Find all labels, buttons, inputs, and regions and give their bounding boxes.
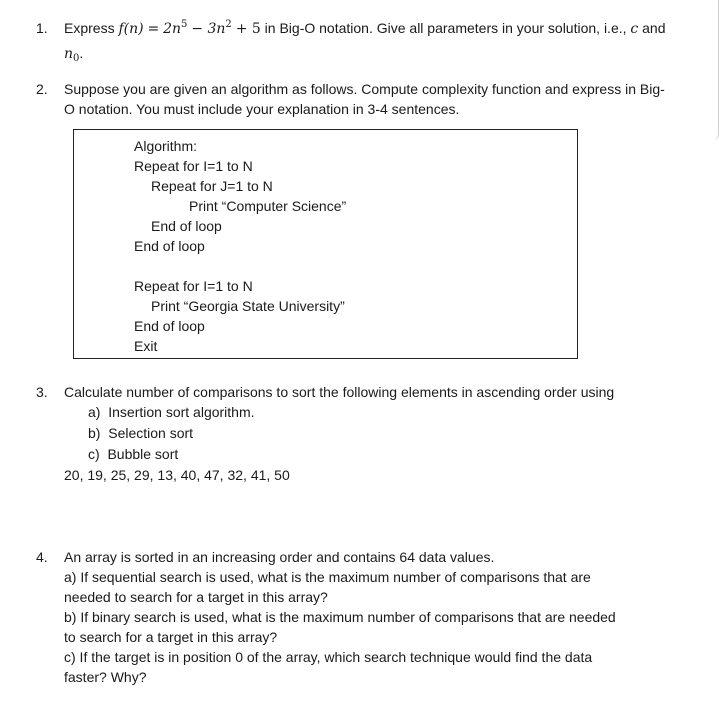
- question-1-body: [64, 18, 694, 64]
- q1-formula-lhs: f(n): [118, 21, 144, 37]
- q1-text-after: in Big-O notation. Give all parameters in your solution, i.e.,: [264, 20, 627, 36]
- algorithm-box: [73, 129, 578, 359]
- question-number: 1.: [36, 20, 48, 36]
- algorithm-line: Exit: [134, 338, 158, 354]
- question-4-b-line-1: b) If binary search is used, what is the maximum number of comparisons that are needed: [64, 609, 616, 625]
- question-number: 2.: [36, 81, 48, 97]
- q1-term3: + 5: [235, 21, 261, 37]
- question-4-a-line-2: needed to search for a target in this array?: [64, 589, 328, 605]
- sort-item-label: a): [88, 404, 101, 420]
- question-2-body: [64, 79, 694, 119]
- question-3-body: [64, 382, 694, 402]
- question-4-a-line-1: a) If sequential search is used, what is the maximum number of comparisons that are: [64, 569, 591, 585]
- sort-item-label: b): [88, 425, 101, 441]
- algorithm-header: Algorithm:: [134, 138, 198, 154]
- sort-item-text: Insertion sort algorithm.: [108, 404, 255, 420]
- q1-param-n0: n: [64, 46, 74, 62]
- page-edge-shadow: [712, 0, 719, 140]
- q1-term2-exp: 2: [225, 19, 232, 30]
- q1-term1: 2n: [163, 21, 182, 37]
- question-1-line-2: [64, 43, 694, 64]
- q1-formula-eq: =: [147, 21, 160, 37]
- algorithm-line: Print “Computer Science”: [189, 198, 347, 214]
- algorithm-line: Repeat for I=1 to N: [134, 158, 253, 174]
- sort-item-text: Bubble sort: [107, 446, 179, 462]
- question-3-line-1: Calculate number of comparisons to sort the following elements in ascending order using: [64, 384, 615, 400]
- algorithm-line: Repeat for I=1 to N: [134, 278, 253, 294]
- question-4-c-line-1: c) If the target is in position 0 of the array, which search technique would find the data: [64, 649, 593, 665]
- question-4-line-1: An array is sorted in an increasing order and contains 64 data values.: [64, 549, 495, 565]
- sort-elements: 20, 19, 25, 29, 13, 40, 47, 32, 41, 50: [64, 467, 290, 483]
- algorithm-line: Print “Georgia State University”: [151, 298, 345, 314]
- sort-item-c: [88, 444, 178, 464]
- sort-item-b: [88, 423, 193, 443]
- q1-text-and: and: [642, 20, 666, 36]
- q1-param-n0-sub: 0: [73, 53, 80, 64]
- question-number: 4.: [36, 549, 48, 565]
- question-4-c-line-2: faster? Why?: [64, 669, 147, 685]
- algorithm-line: End of loop: [134, 318, 205, 334]
- q1-text-before: Express: [64, 20, 115, 36]
- q1-term2: − 3n: [191, 21, 226, 37]
- q1-period: .: [79, 45, 84, 61]
- q1-param-c: c: [630, 21, 639, 37]
- question-2-line-1: Suppose you are given an algorithm as follows. Compute complexity function and express in Big-: [64, 81, 665, 97]
- algorithm-line: End of loop: [134, 238, 205, 254]
- question-number: 3.: [36, 384, 48, 400]
- algorithm-line: Repeat for J=1 to N: [151, 178, 273, 194]
- sort-item-a: [88, 402, 255, 422]
- question-4-b-line-2: to search for a target in this array?: [64, 629, 278, 645]
- question-1-line-1: [64, 18, 694, 39]
- question-4-body: [64, 547, 694, 687]
- algorithm-line: End of loop: [151, 218, 222, 234]
- q1-term1-exp: 5: [181, 19, 188, 30]
- question-2-line-2: O notation. You must include your explanation in 3-4 sentences.: [64, 101, 460, 117]
- sort-item-label: c): [88, 446, 100, 462]
- sort-item-text: Selection sort: [108, 425, 194, 441]
